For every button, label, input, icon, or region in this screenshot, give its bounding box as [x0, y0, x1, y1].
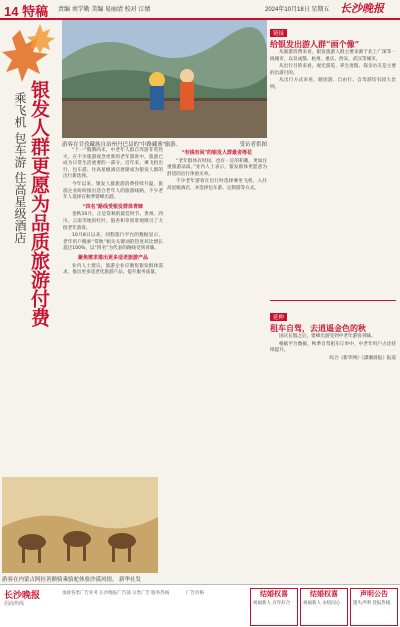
section-heading: “有钱有闲”的银发人群最舍得花 — [181, 150, 252, 156]
camel-photo-caption: 游客在内蒙古阿拉善额骑乘骆驼体验沙漠风情。 新华社发 — [2, 577, 142, 583]
page-number: 14 特稿 — [4, 4, 49, 19]
photo-credit: 受访者供图 — [239, 142, 267, 148]
top-photo-caption: 游客在甘孜藏族自治州丹巴县的“中路藏寨”旅游。 受访者供图 — [62, 142, 267, 148]
section-tag: 链接 — [270, 29, 287, 37]
paragraph: 从出行方式来看，跟团游、自由行、自驾游均有较大比例。 — [270, 78, 396, 90]
subheadline: 乘飞机 包车游 住高星级酒店 — [13, 92, 27, 244]
photo-credit: 新华社发 — [119, 577, 142, 583]
ad-card: 结婚权喜 祝福新人 百年好合 — [250, 588, 298, 626]
paragraph: 今年以来，银发人群旅游消费持续升温，旅游企业纷纷推出适合老年人的旅游线路，不少老年人选择在秋季错峰出游。 — [63, 181, 163, 201]
paragraph: 10月8日以来，同程旅行平台的数据显示，老年用户搜索“赏秋”相关关键词的热度环比增长超过100%，以“四名”为代表的路线受到青睐。 — [63, 233, 163, 252]
paragraph: 业内人士建议，旅游企业应聚焦银发群体需求，推出更多适老化旅游产品，提升服务质量。 — [63, 263, 163, 276]
ad-card: 声明公告 遗失声明 登报热线 — [350, 588, 398, 626]
section-tag: 延伸 — [270, 313, 287, 321]
right-column-top — [270, 20, 396, 93]
right-title: 给银发出游人群“画个像” — [270, 39, 360, 49]
body-column-2 — [167, 148, 267, 194]
section-heading: 聚焦需求推出更多适老旅游产品 — [77, 254, 148, 261]
right-column-bottom — [270, 304, 396, 362]
top-photo — [62, 20, 267, 138]
right-body — [270, 50, 396, 92]
paragraph: 金秋10月，正是赏秋的最佳时节。贵州、四川、云南等地的红叶、银杏和草原景观吸引了大批老年游客。 — [63, 212, 163, 231]
camel-photo — [2, 477, 158, 573]
ad-subtitle: 招商热线 — [4, 601, 25, 607]
paragraph: 根据平台数据，秋季自驾租车订单中，中老年用户占比持续提升。 — [270, 341, 396, 354]
paragraph: 国庆长假之后，错峰出游受到中老年游客青睐。 — [279, 334, 376, 339]
paragraph: “十一”假期尚未，中老年人群自驾游非常热火。在不少旅游观念更新的老年游客中，旅游已成为日常生活重要的一部分。近年来，乘飞机出行、包车游、住高星级酒店逐渐成为银发人群的出行新选择。 — [63, 148, 163, 180]
right-body — [270, 334, 396, 355]
right-title: 租车自驾，去逍遥金色的秋 — [270, 323, 366, 333]
headline: 银发人群更愿为品质旅游付费 — [28, 80, 50, 327]
source-note: 综合《新华网》《潇湘晨报》报道 — [329, 355, 396, 361]
issue-date: 2024年10月18日 星期五 — [265, 7, 330, 13]
ad-text: 承接各类广告业务 长沙晚报广告部 分类广告 服务热线 — [62, 590, 170, 595]
paragraph: 不少老年游客在出行时选择乘坐飞机、入住高星级酒店，并选择包车游、定制游等方式。 — [167, 179, 267, 191]
ad-logo: 长沙晚报 — [4, 590, 41, 600]
paragraph: 从旅游消费来看，银发旅游人群主要来源于北上广深等一线城市，以及成都、杭州、重庆、西安、武汉等城市。 — [270, 50, 396, 62]
editors-line: 责编 刘学勤 美编 易丽清 校对 江婧 — [58, 7, 151, 13]
body-column-1 — [63, 148, 163, 278]
divider — [270, 300, 396, 301]
ad-table-label: 广告价格 — [186, 590, 204, 595]
ad-card: 结婚权喜 祝福新人 永结同心 — [300, 588, 348, 626]
newspaper-logo: 长沙晚报 — [340, 2, 384, 15]
paragraph: 从出行目的来看，观光游览、养生度假、探亲访友是主要的出游目的。 — [270, 64, 396, 76]
section-heading: “四名”路线受银发群体青睐 — [82, 203, 143, 210]
paragraph: “老年群体有时间，也有一定的积蓄，更加注重旅游品质。”业内人士表示，银发群体更愿意为舒适的出行体验买单。 — [167, 158, 267, 177]
